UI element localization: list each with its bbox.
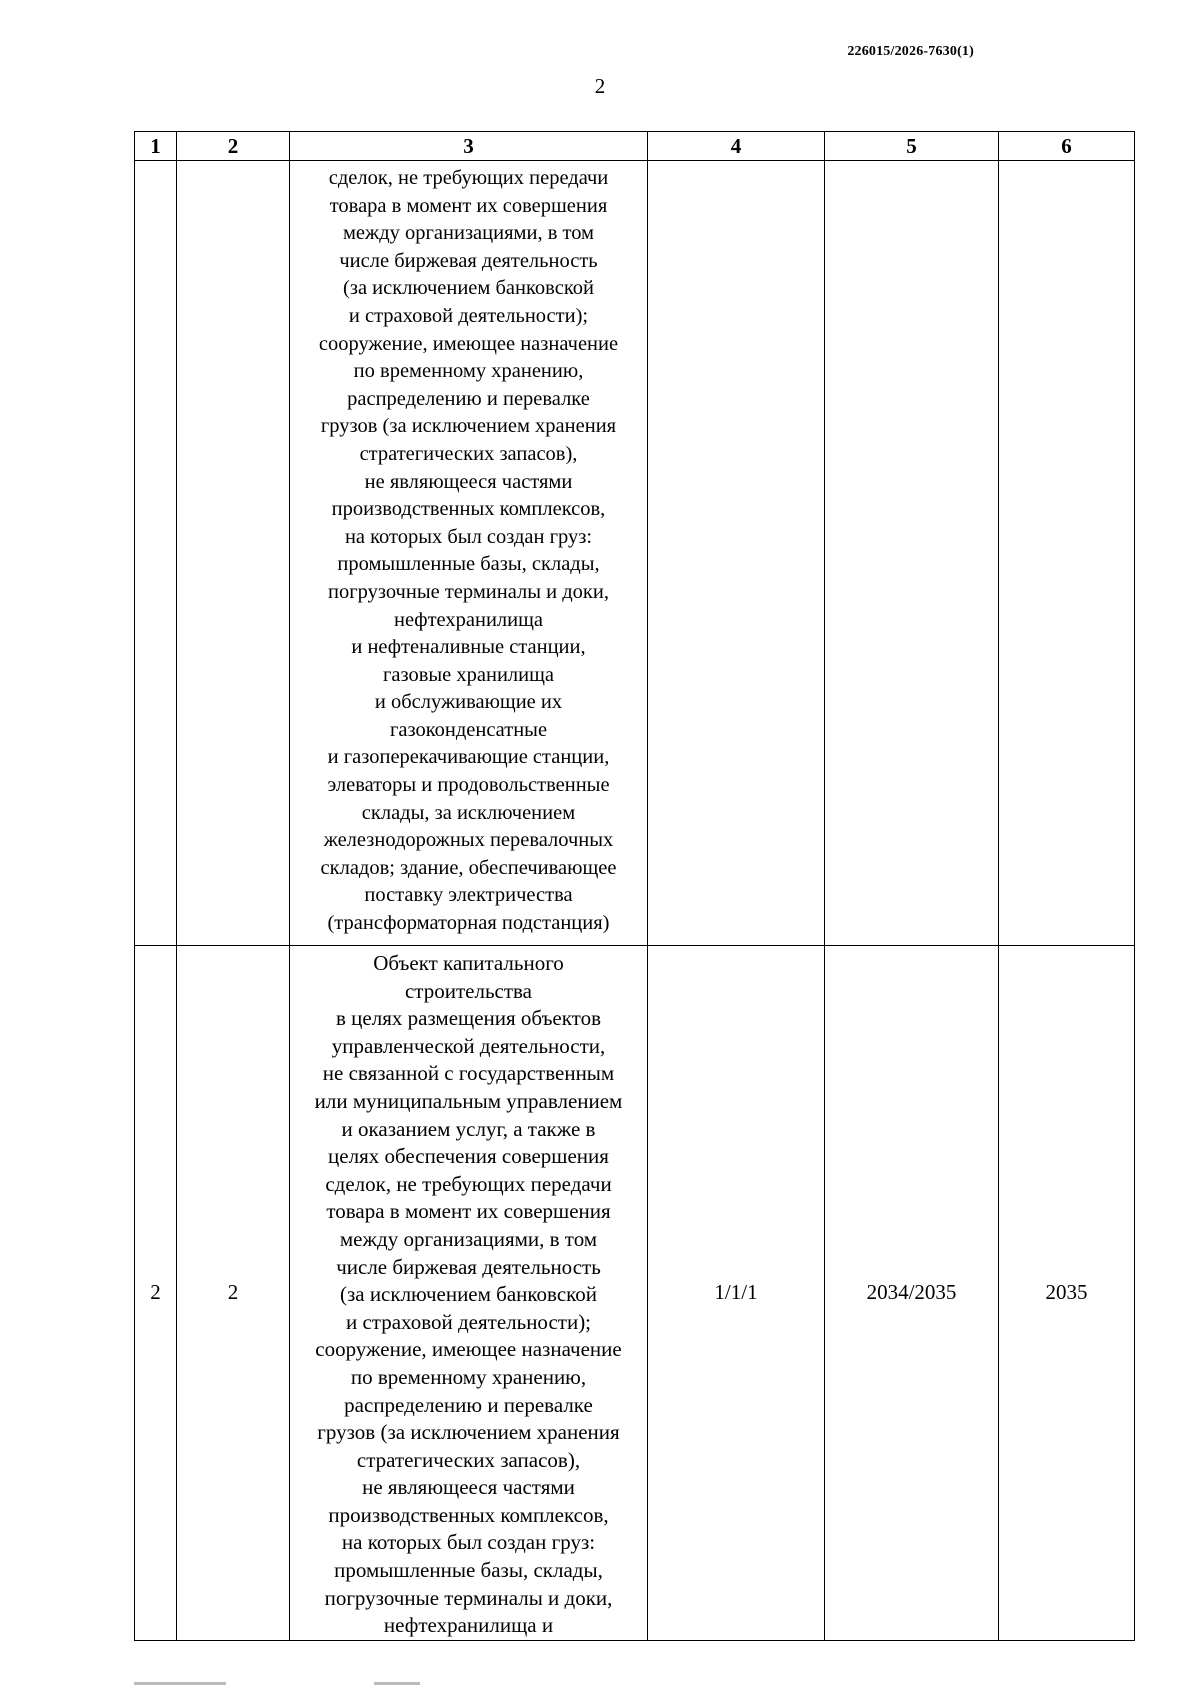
description-line: (трансформаторная подстанция) <box>327 912 610 935</box>
object-description-cell <box>290 946 648 1641</box>
year-cell <box>999 161 1135 946</box>
column-header-5: 5 <box>825 132 999 161</box>
description-line: нефтехранилища <box>393 608 543 631</box>
description-line: или муниципальным управлением <box>314 1088 623 1113</box>
description-line: на которых был создан груз: <box>344 525 593 548</box>
description-line: не являющееся частями <box>362 1475 575 1500</box>
description-line: и страховой деятельности); <box>345 1309 592 1334</box>
description-line: распределению и перевалке <box>347 387 590 410</box>
description-line: между организациями, в том <box>339 1226 598 1251</box>
period-cell <box>825 161 999 946</box>
description-line: товара в момент их совершения <box>326 1199 611 1224</box>
description-line: производственных комплексов, <box>328 1502 609 1527</box>
parameters-cell: 1/1/1 <box>648 946 825 1641</box>
description-line: газоконденсатные <box>389 718 548 741</box>
description-line: погрузочные терминалы и доки, <box>324 1585 613 1610</box>
description-line: (за исключением банковской <box>339 1282 598 1307</box>
table-row <box>135 161 1135 946</box>
description-line: нефтехранилища и <box>383 1613 554 1638</box>
object-number-cell: 2 <box>177 946 290 1641</box>
description-line: распределению и перевалке <box>344 1392 593 1417</box>
description-line: товара в момент их совершения <box>329 194 608 217</box>
footer-mark <box>374 1682 420 1685</box>
description-line: числе биржевая деятельность <box>339 249 598 272</box>
description-line: складов; здание, обеспечивающее <box>320 856 617 879</box>
footer-mark <box>134 1682 226 1685</box>
description-line: сделок, не требующих передачи <box>328 167 609 189</box>
description-line: грузов (за исключением хранения <box>320 415 617 438</box>
row-number-cell: 2 <box>135 946 177 1641</box>
description-line: (за исключением банковской <box>343 277 594 300</box>
column-header-2: 2 <box>177 132 290 161</box>
description-line: управленческой деятельности, <box>331 1033 606 1058</box>
column-header-3: 3 <box>290 132 648 161</box>
description-line: грузов (за исключением хранения <box>317 1420 620 1445</box>
description-line: сооружение, имеющее назначение <box>318 332 619 355</box>
description-line: по временному хранению, <box>350 1364 587 1389</box>
description-line: строительства <box>404 978 532 1003</box>
description-line: элеваторы и продовольственные <box>327 774 610 797</box>
description-line: стратегических запасов), <box>356 1447 581 1472</box>
period-cell: 2034/2035 <box>825 946 999 1641</box>
row-number-cell <box>135 161 177 946</box>
page-number: 2 <box>594 74 606 98</box>
description-line: железнодорожных перевалочных <box>323 829 614 852</box>
column-header-6: 6 <box>999 132 1135 161</box>
parameters-cell <box>648 161 825 946</box>
object-description-cell <box>290 161 648 946</box>
description-line: стратегических запасов), <box>359 442 578 465</box>
object-number-cell <box>177 161 290 946</box>
column-header-1: 1 <box>135 132 177 161</box>
description-line: склады, за исключением <box>361 801 576 824</box>
description-line: сделок, не требующих передачи <box>325 1171 612 1196</box>
column-number-header-row <box>135 132 1135 161</box>
register-table <box>134 131 1135 1641</box>
description-line: газовые хранилища <box>382 663 555 686</box>
description-line: не являющееся частями <box>364 470 573 493</box>
description-line: промышленные базы, склады, <box>334 1558 603 1583</box>
description-line: сооружение, имеющее назначение <box>315 1337 622 1362</box>
description-line: в целях размещения объектов <box>335 1006 601 1031</box>
description-line: погрузочные терминалы и доки, <box>328 580 609 603</box>
description-line: и газоперекачивающие станции, <box>327 746 610 769</box>
description-line: и страховой деятельности); <box>348 304 589 327</box>
description-line: Объект капитального <box>373 951 564 975</box>
description-line: поставку электричества <box>364 884 573 907</box>
description-line: по временному хранению, <box>353 360 584 383</box>
column-header-4: 4 <box>648 132 825 161</box>
description-line: и обслуживающие их <box>374 691 563 714</box>
table-row <box>135 946 1135 1641</box>
description-line: на которых был создан груз: <box>341 1530 596 1555</box>
year-cell: 2035 <box>999 946 1135 1641</box>
description-line: и нефтеналивные станции, <box>351 636 586 659</box>
description-line: целях обеспечения совершения <box>328 1144 609 1169</box>
description-line: между организациями, в том <box>342 222 595 245</box>
description-line: промышленные базы, склады, <box>337 553 600 576</box>
description-line: не связанной с государственным <box>322 1061 615 1086</box>
description-line: числе биржевая деятельность <box>336 1254 601 1279</box>
document-id: 226015/2026-7630(1) <box>847 44 974 59</box>
description-line: производственных комплексов, <box>331 498 606 521</box>
description-line: и оказанием услуг, а также в <box>341 1116 596 1141</box>
